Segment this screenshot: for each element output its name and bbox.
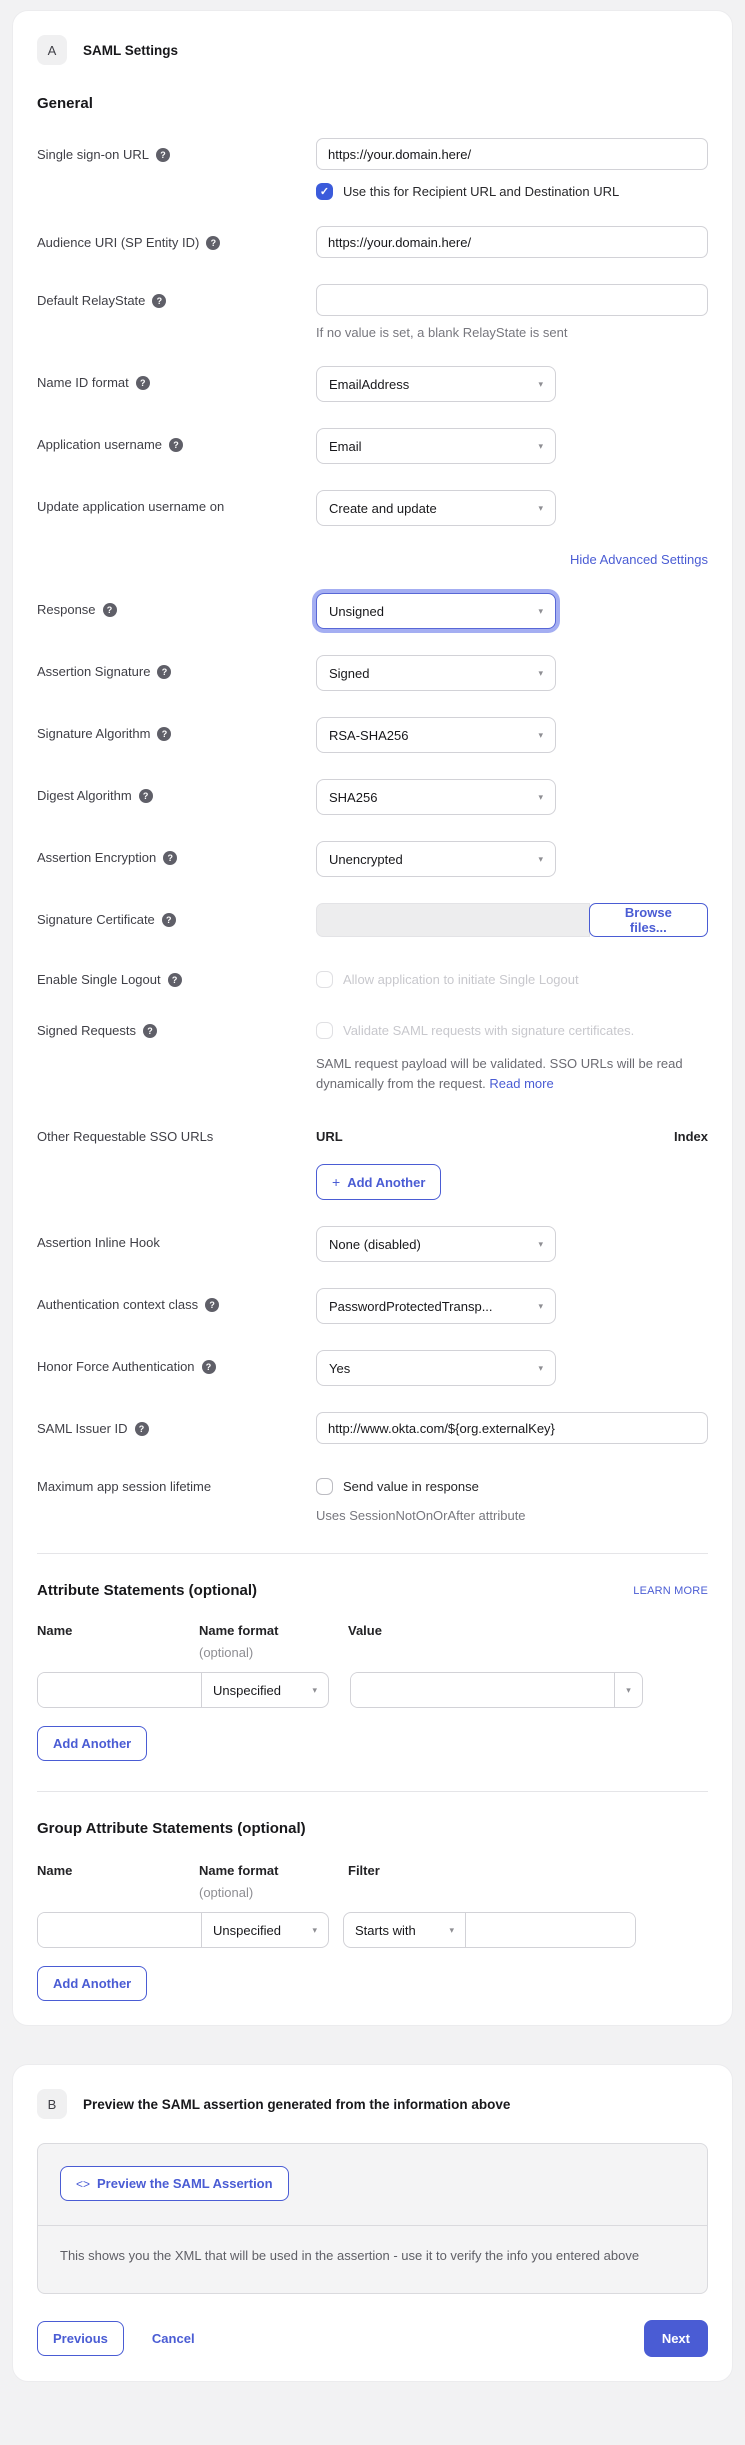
default-relaystate-input[interactable] [316, 284, 708, 316]
signature-certificate-label: Signature Certificate [37, 912, 155, 927]
field-signed-requests [37, 1014, 708, 1094]
group-filter-select[interactable] [344, 1913, 466, 1947]
step-a-badge: A [37, 35, 67, 65]
assertion-signature-label: Assertion Signature [37, 664, 151, 679]
attr-value-header: Value [348, 1623, 382, 1639]
name-id-format-label: Name ID format [37, 375, 129, 390]
group-filter-value: Starts with [355, 1922, 416, 1938]
read-more-link[interactable]: Read more [489, 1076, 554, 1092]
relaystate-hint: If no value is set, a blank RelayState is sent [316, 325, 568, 340]
help-icon[interactable]: ? [205, 1298, 219, 1312]
chevron-down-icon: ▾ [538, 440, 543, 451]
divider [37, 1791, 708, 1792]
sso-index-column-header: Index [674, 1129, 708, 1145]
field-update-application-username [37, 490, 708, 526]
group-add-another-button[interactable] [37, 1966, 147, 2001]
field-saml-issuer-id [37, 1412, 708, 1444]
chevron-down-icon: ▾ [538, 667, 543, 678]
chevron-down-icon: ▾ [449, 1924, 454, 1935]
preview-title: Preview the SAML assertion generated from the information above [83, 2096, 511, 2112]
help-icon[interactable]: ? [139, 789, 153, 803]
saml-issuer-id-input[interactable] [316, 1412, 708, 1444]
name-id-format-select[interactable] [316, 366, 556, 402]
step-b-badge: B [37, 2089, 67, 2119]
chevron-down-icon: ▾ [538, 791, 543, 802]
preview-description: This shows you the XML that will be used in the assertion - use it to verify the info you entered above [60, 2248, 640, 2264]
default-relaystate-label: Default RelayState [37, 293, 146, 308]
help-icon[interactable]: ? [206, 236, 220, 250]
max-app-session-lifetime-label: Maximum app session lifetime [37, 1479, 212, 1495]
application-username-label: Application username [37, 437, 163, 452]
chevron-down-icon: ▾ [538, 605, 543, 616]
assertion-signature-select[interactable] [316, 655, 556, 691]
response-label: Response [37, 602, 96, 617]
recipient-url-checkbox-label: Use this for Recipient URL and Destination URL [343, 184, 620, 199]
attr-name-input[interactable] [38, 1673, 201, 1707]
hide-advanced-settings-link[interactable]: Hide Advanced Settings [569, 552, 708, 567]
field-single-sign-on-url [37, 138, 708, 200]
enable-single-logout-label: Enable Single Logout [37, 972, 161, 987]
help-icon[interactable]: ? [157, 665, 171, 679]
signature-algorithm-select[interactable] [316, 717, 556, 753]
help-icon[interactable]: ? [156, 148, 170, 162]
chevron-down-icon: ▾ [538, 502, 543, 513]
signed-requests-checkbox-label: Validate SAML requests with signature certificates. [343, 1023, 635, 1038]
help-icon[interactable]: ? [103, 603, 117, 617]
checkbox-unchecked-icon [316, 971, 333, 988]
chevron-down-icon: ▾ [626, 1684, 631, 1695]
honor-force-authentication-select[interactable] [316, 1350, 556, 1386]
help-icon[interactable]: ? [163, 851, 177, 865]
add-sso-url-button[interactable] [316, 1164, 441, 1200]
send-value-checkbox-row[interactable] [316, 1478, 708, 1495]
preview-box [37, 2143, 708, 2294]
preview-card [12, 2064, 733, 2382]
learn-more-link[interactable]: LEARN MORE [633, 1584, 708, 1597]
preview-saml-assertion-button[interactable] [60, 2166, 289, 2201]
other-sso-urls-label: Other Requestable SSO URLs [37, 1129, 214, 1145]
field-assertion-signature [37, 655, 708, 691]
attr-name-format-value: Unspecified [213, 1682, 281, 1698]
attr-add-another-label: Add Another [53, 1736, 132, 1752]
help-icon[interactable]: ? [168, 973, 182, 987]
chevron-down-icon: ▾ [538, 1238, 543, 1249]
single-logout-checkbox-row [316, 971, 708, 988]
group-name-format-select[interactable] [201, 1913, 328, 1947]
chevron-down-icon: ▾ [538, 853, 543, 864]
code-icon: <> [76, 2176, 91, 2191]
assertion-inline-hook-select[interactable] [316, 1226, 556, 1262]
group-name-format-value: Unspecified [213, 1922, 281, 1938]
signed-requests-description-text: SAML request payload will be validated. SSO URLs will be read dynamically from the request. [316, 1056, 683, 1092]
single-sign-on-url-input[interactable] [316, 138, 708, 170]
session-lifetime-hint: Uses SessionNotOnOrAfter attribute [316, 1508, 526, 1524]
update-application-username-label: Update application username on [37, 499, 225, 514]
saml-settings-card [12, 10, 733, 2026]
group-attribute-statements-heading: Group Attribute Statements (optional) [37, 1820, 306, 1838]
authentication-context-class-value: PasswordProtectedTransp... [329, 1298, 493, 1314]
field-honor-force-authentication [37, 1350, 708, 1386]
help-icon[interactable]: ? [136, 376, 150, 390]
chevron-down-icon: ▾ [538, 1362, 543, 1373]
attr-add-another-button[interactable] [37, 1726, 147, 1761]
help-icon[interactable]: ? [152, 294, 166, 308]
field-name-id-format [37, 366, 708, 402]
preview-saml-assertion-label: Preview the SAML Assertion [97, 2176, 273, 2192]
assertion-signature-value: Signed [329, 665, 370, 681]
field-assertion-inline-hook [37, 1226, 708, 1262]
field-authentication-context-class [37, 1288, 708, 1324]
signature-algorithm-value: RSA-SHA256 [329, 727, 409, 743]
group-optional-note: (optional) [199, 1885, 254, 1901]
assertion-inline-hook-label: Assertion Inline Hook [37, 1235, 160, 1251]
attr-name-header: Name [37, 1623, 73, 1639]
application-username-select[interactable] [316, 428, 556, 464]
response-value: Unsigned [329, 603, 384, 619]
page-title: SAML Settings [83, 42, 179, 58]
digest-algorithm-value: SHA256 [329, 789, 378, 805]
certificate-upload-area[interactable] [316, 903, 590, 937]
general-heading: General [37, 95, 93, 112]
signature-algorithm-label: Signature Algorithm [37, 726, 151, 741]
help-icon[interactable]: ? [162, 913, 176, 927]
group-filter-header: Filter [348, 1863, 380, 1879]
checkbox-unchecked-icon [316, 1022, 333, 1039]
update-application-username-select[interactable] [316, 490, 556, 526]
browse-files-button[interactable]: Browse files... [589, 903, 708, 937]
checkbox-checked-icon[interactable]: ✓ [316, 183, 333, 200]
attr-optional-note: (optional) [199, 1645, 254, 1661]
saml-issuer-id-label: SAML Issuer ID [37, 1421, 128, 1437]
next-button[interactable]: Next [644, 2320, 708, 2357]
assertion-inline-hook-value: None (disabled) [329, 1236, 421, 1252]
sso-url-column-header: URL [316, 1129, 343, 1145]
signed-requests-label: Signed Requests [37, 1023, 137, 1038]
cancel-link[interactable]: Cancel [151, 2331, 195, 2347]
digest-algorithm-label: Digest Algorithm [37, 788, 132, 803]
attr-value-dropdown[interactable] [614, 1673, 642, 1707]
authentication-context-class-label: Authentication context class [37, 1297, 199, 1313]
checkbox-unchecked-icon[interactable] [316, 1478, 333, 1495]
previous-button[interactable] [37, 2321, 124, 2356]
field-application-username [37, 428, 708, 464]
field-enable-single-logout [37, 963, 708, 988]
attribute-statements-heading: Attribute Statements (optional) [37, 1582, 257, 1600]
plus-icon: + [332, 1174, 341, 1191]
update-application-username-value: Create and update [329, 500, 437, 516]
name-id-format-value: EmailAddress [329, 376, 410, 392]
assertion-encryption-label: Assertion Encryption [37, 850, 157, 865]
group-name-input[interactable] [38, 1913, 201, 1947]
field-audience-uri [37, 226, 708, 258]
signed-requests-description [316, 1054, 708, 1094]
signed-requests-checkbox-row [316, 1022, 708, 1039]
send-value-checkbox-label: Send value in response [343, 1479, 479, 1495]
attr-value-input[interactable] [351, 1673, 614, 1707]
field-response [37, 593, 708, 629]
field-assertion-encryption [37, 841, 708, 877]
field-max-app-session-lifetime [37, 1470, 708, 1523]
digest-algorithm-select[interactable] [316, 779, 556, 815]
assertion-encryption-value: Unencrypted [329, 851, 403, 867]
chevron-down-icon: ▾ [312, 1924, 317, 1935]
attr-name-format-header: Name format [199, 1623, 279, 1639]
help-icon[interactable]: ? [135, 1422, 149, 1436]
honor-force-authentication-value: Yes [329, 1360, 351, 1376]
response-select[interactable] [316, 593, 556, 629]
help-icon[interactable]: ? [202, 1360, 216, 1374]
attribute-statement-row [37, 1672, 708, 1708]
recipient-url-checkbox-row[interactable] [316, 183, 708, 200]
field-signature-certificate [37, 903, 708, 937]
help-icon[interactable]: ? [157, 727, 171, 741]
group-add-another-label: Add Another [53, 1976, 132, 1992]
chevron-down-icon: ▾ [538, 729, 543, 740]
chevron-down-icon: ▾ [538, 1300, 543, 1311]
audience-uri-label: Audience URI (SP Entity ID) [37, 235, 200, 250]
audience-uri-input[interactable] [316, 226, 708, 258]
assertion-encryption-select[interactable] [316, 841, 556, 877]
authentication-context-class-select[interactable] [316, 1288, 556, 1324]
group-filter-input[interactable] [466, 1913, 635, 1947]
field-other-sso-urls [37, 1120, 708, 1200]
application-username-value: Email [329, 438, 362, 454]
field-signature-algorithm [37, 717, 708, 753]
previous-button-label: Previous [53, 2331, 108, 2347]
chevron-down-icon: ▾ [538, 378, 543, 389]
field-digest-algorithm [37, 779, 708, 815]
add-sso-url-button-label: Add Another [347, 1174, 426, 1190]
single-sign-on-url-label: Single sign-on URL [37, 147, 150, 162]
attr-value-combo [350, 1672, 643, 1708]
attr-name-format-select[interactable] [201, 1673, 328, 1707]
honor-force-authentication-label: Honor Force Authentication [37, 1359, 195, 1375]
help-icon[interactable]: ? [169, 438, 183, 452]
group-name-header: Name [37, 1863, 73, 1879]
group-attribute-statement-row [37, 1912, 708, 1948]
help-icon[interactable]: ? [143, 1024, 157, 1038]
field-default-relaystate [37, 284, 708, 340]
chevron-down-icon: ▾ [312, 1684, 317, 1695]
divider [37, 1553, 708, 1554]
group-name-format-header: Name format [199, 1863, 279, 1879]
single-logout-checkbox-label: Allow application to initiate Single Logout [343, 972, 579, 987]
